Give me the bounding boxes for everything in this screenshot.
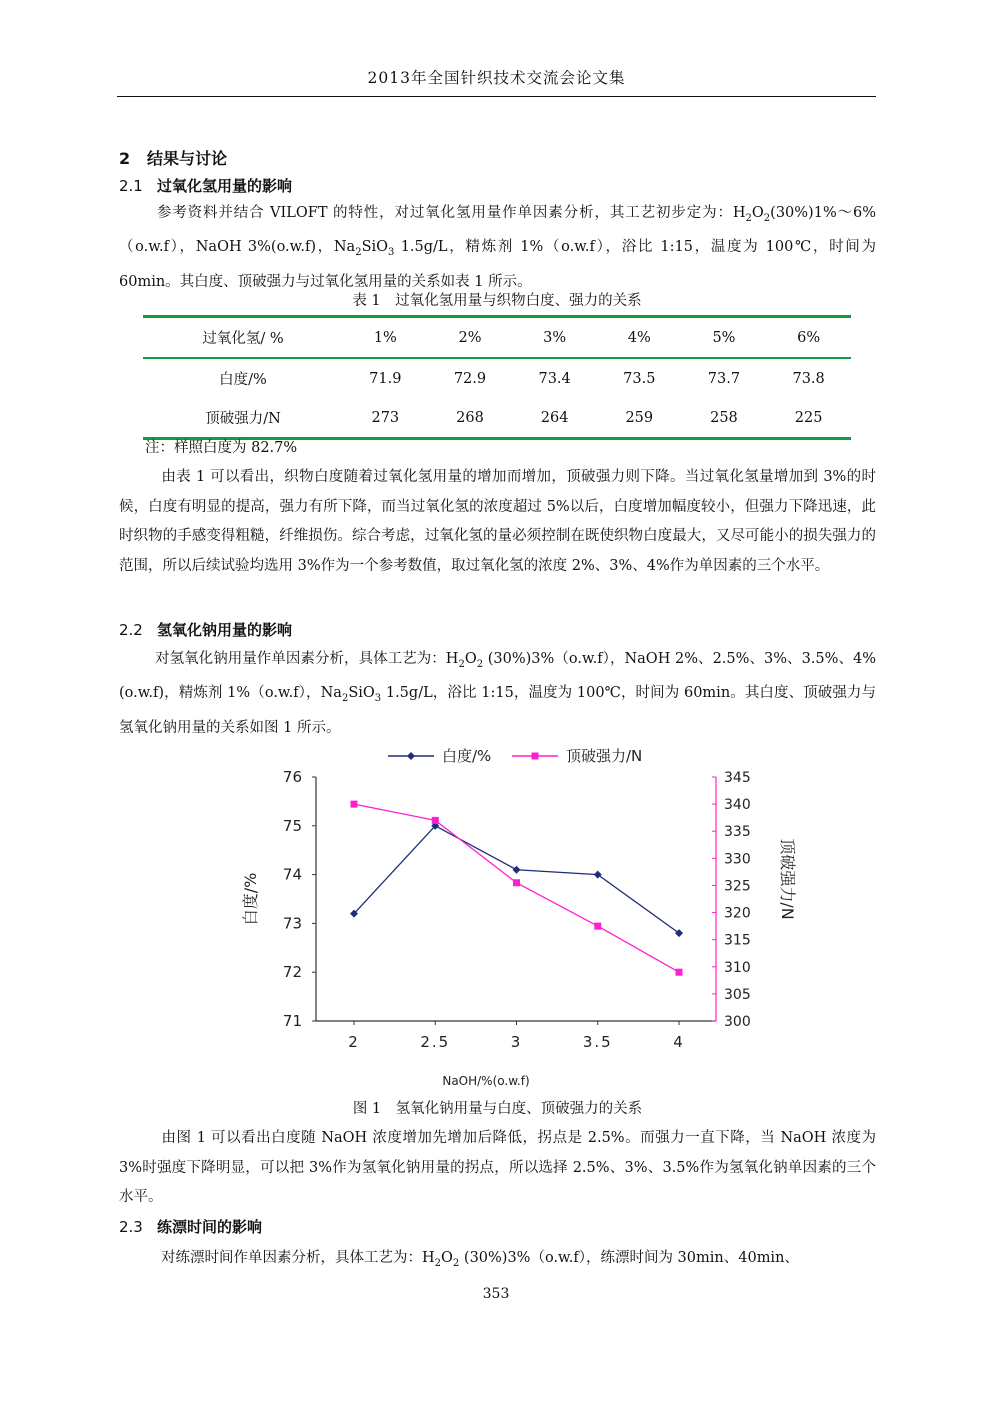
- paragraph-2-1-b: [119, 463, 876, 581]
- table-note: 注：样照白度为 82.7%: [145, 440, 298, 456]
- data-point-whiteness: [513, 866, 521, 874]
- data-point-burst-strength: [351, 801, 358, 808]
- table-cell: 73.7: [707, 370, 741, 387]
- right-tick-label: 335: [724, 824, 751, 841]
- subscript: 2: [763, 212, 771, 224]
- subscript: 2: [434, 1257, 442, 1269]
- subscript: 2: [476, 658, 484, 670]
- row-label: 白度/%: [219, 372, 267, 388]
- header-cell: 3%: [512, 317, 597, 359]
- table-cell: 73.4: [538, 370, 571, 387]
- section-2-heading: [119, 146, 227, 169]
- text-run: (30%)1%～6%（o.w.f），NaOH 3%(o.w.f)，Na: [119, 205, 876, 256]
- right-tick-label: 345: [724, 770, 751, 786]
- table-row: [143, 398, 851, 439]
- table-1: [143, 315, 851, 440]
- legend-marker: [532, 753, 539, 760]
- series-line-burst-strength: [354, 804, 679, 972]
- chart-axes: [241, 768, 797, 1088]
- text-run: 对氢氧化钠用量作单因素分析，具体工艺为：H: [155, 651, 459, 667]
- text-run: (30%)3%（o.w.f），NaOH 2%、2.5%、3%、3.5%、4%(o.w.f)，精炼剂 1%（o.w.f），Na: [119, 651, 876, 702]
- left-tick-label: 72: [282, 963, 302, 982]
- section-number: 2: [119, 149, 131, 168]
- x-tick-label: 2.5: [420, 1033, 451, 1051]
- header-rule: [117, 96, 876, 97]
- right-tick-label: 325: [724, 878, 751, 895]
- subscript: 3: [388, 247, 395, 259]
- text-run: O: [464, 651, 477, 667]
- subsection-title: 练漂时间的影响: [157, 1218, 263, 1236]
- text-run: 1.5g/L，精炼剂 1%（o.w.f），浴比 1:15，温度为 100℃，时间为 60min。其白度、顶破强力与过氧化氢用量的关系如表 1 所示。: [119, 239, 876, 290]
- section-2-3-heading: [119, 1216, 262, 1237]
- right-tick-label: 315: [724, 932, 751, 949]
- section-title: 结果与讨论: [147, 149, 228, 168]
- legend-label: 顶破强力/N: [566, 747, 643, 765]
- header-cell: 过氧化氢/ %: [143, 317, 343, 359]
- table-cell: 273: [343, 398, 428, 439]
- text-run: SiO: [348, 685, 375, 702]
- paragraph-2-2-a: [119, 645, 876, 743]
- table-cell: 264: [512, 398, 597, 439]
- text-run: O: [441, 1250, 453, 1266]
- x-tick-label: 3: [510, 1033, 523, 1051]
- paragraph-2-3-a: [119, 1244, 876, 1278]
- data-point-burst-strength: [676, 969, 683, 976]
- right-tick-label: 330: [724, 851, 751, 868]
- right-axis-label: 顶破强力/N: [778, 838, 797, 920]
- subscript: 2: [355, 247, 362, 259]
- text-run: 由图 1 可以看出白度随 NaOH 浓度增加先增加后降低，拐点是 2.5%。而强力一直下降，当 NaOH 浓度为 3%时强度下降明显，可以把 3%作为氢氧化钠用量的拐点，所以选择 2.5%、3%、3.5%作为氢氧化钠单因素的三个水平。: [119, 1130, 876, 1205]
- table-cell: 258: [682, 398, 767, 439]
- paragraph-2-1-a: [119, 199, 876, 297]
- x-axis-label: NaOH/%(o.w.f): [442, 1074, 530, 1088]
- row-label: 顶破强力/N: [143, 398, 343, 439]
- right-tick-label: 320: [724, 905, 751, 922]
- table-cell: 71.9: [369, 370, 402, 387]
- x-tick-label: 4: [673, 1033, 685, 1051]
- paragraph-2-2-b: [119, 1124, 876, 1213]
- table-cell: 225: [766, 398, 851, 439]
- table-cell: 72.9: [453, 370, 487, 387]
- table-row: [143, 358, 851, 398]
- left-axis-label: 白度/%: [241, 872, 260, 926]
- subsection-number: 2.1: [119, 177, 143, 195]
- table-cell: 259: [597, 398, 682, 439]
- right-tick-label: 305: [724, 986, 751, 1003]
- subsection-number: 2.3: [119, 1218, 143, 1236]
- text-run: 对练漂时间作单因素分析，具体工艺为：H: [161, 1250, 435, 1266]
- header-cell: 4%: [597, 317, 682, 359]
- data-point-burst-strength: [594, 923, 601, 930]
- text-run: 1.5g/L，浴比 1:15，温度为 100℃，时间为 60min。其白度、顶破强力与氢氧化钠用量的关系如图 1 所示。: [119, 685, 876, 736]
- right-tick-label: 340: [724, 797, 751, 814]
- subscript: 2: [745, 212, 752, 224]
- subsection-title: 过氧化氢用量的影响: [157, 177, 293, 195]
- header-cell: 5%: [682, 317, 767, 359]
- header-cell: 2%: [428, 317, 513, 359]
- text-run: 由表 1 可以看出，织物白度随着过氧化氢用量的增加而增加，顶破强力则下降。当过氧化氢量增加到 3%的时候，白度有明显的提高，强力有所下降，而当过氧化氢的浓度超过 5%以后，白度增加幅度较小，但强力下降迅速，此时织物的手感变得粗糙，纤维损伤。综合考虑，过氧化氢的量必须控制在既使织物白度最大，又尽可能小的损失强力的范围，所以后续试验均选用 3%作为一个参考数值，取过氧化氢的浓度 2%、3%、4%作为单因素的三个水平。: [119, 469, 876, 574]
- header-cell: 6%: [766, 317, 851, 359]
- subsection-title: 氢氧化钠用量的影响: [157, 621, 293, 639]
- left-tick-label: 73: [282, 914, 302, 933]
- chart-series: [350, 801, 683, 976]
- text-run: (30%)3%（o.w.f），练漂时间为 30min、40min、: [459, 1250, 799, 1266]
- figure-1-caption: 图 1 氢氧化钠用量与白度、顶破强力的关系: [352, 1101, 643, 1117]
- table-header-row: [143, 317, 851, 359]
- left-tick-label: 75: [282, 816, 302, 835]
- table-cell: 73.5: [623, 370, 656, 387]
- subscript: 2: [452, 1257, 460, 1269]
- right-tick-label: 310: [724, 959, 751, 976]
- data-point-burst-strength: [513, 879, 520, 886]
- table-cell: 73.8: [792, 370, 825, 387]
- header-cell: 1%: [343, 317, 428, 359]
- chart-legend: [388, 747, 642, 765]
- figure-1-chart: [230, 740, 797, 1095]
- table-cell: 268: [428, 398, 513, 439]
- x-tick-label: 2: [348, 1033, 360, 1051]
- text-run: SiO: [361, 239, 389, 256]
- legend-marker: [407, 752, 415, 760]
- left-tick-label: 74: [282, 865, 302, 884]
- left-tick-label: 71: [282, 1012, 302, 1030]
- left-tick-label: 76: [282, 768, 302, 786]
- x-tick-label: 3.5: [582, 1033, 613, 1051]
- section-2-1-heading: [119, 175, 292, 196]
- subscript: 3: [374, 693, 382, 705]
- text-run: 参考资料并结合 VILOFT 的特性，对过氧化氢用量作单因素分析，其工艺初步定为：H: [156, 205, 746, 221]
- right-tick-label: 300: [724, 1014, 751, 1030]
- running-header: 2013年全国针织技术交流会论文集: [367, 69, 626, 87]
- page-number: 353: [482, 1286, 510, 1302]
- legend-label: 白度/%: [442, 747, 492, 765]
- subscript: 2: [341, 693, 349, 705]
- text-run: O: [751, 205, 764, 221]
- subscript: 2: [458, 658, 465, 670]
- table-1-caption: 表 1 过氧化氢用量与织物白度、强力的关系: [352, 293, 642, 309]
- section-2-2-heading: [119, 619, 292, 640]
- subsection-number: 2.2: [119, 621, 143, 639]
- data-point-burst-strength: [432, 817, 439, 824]
